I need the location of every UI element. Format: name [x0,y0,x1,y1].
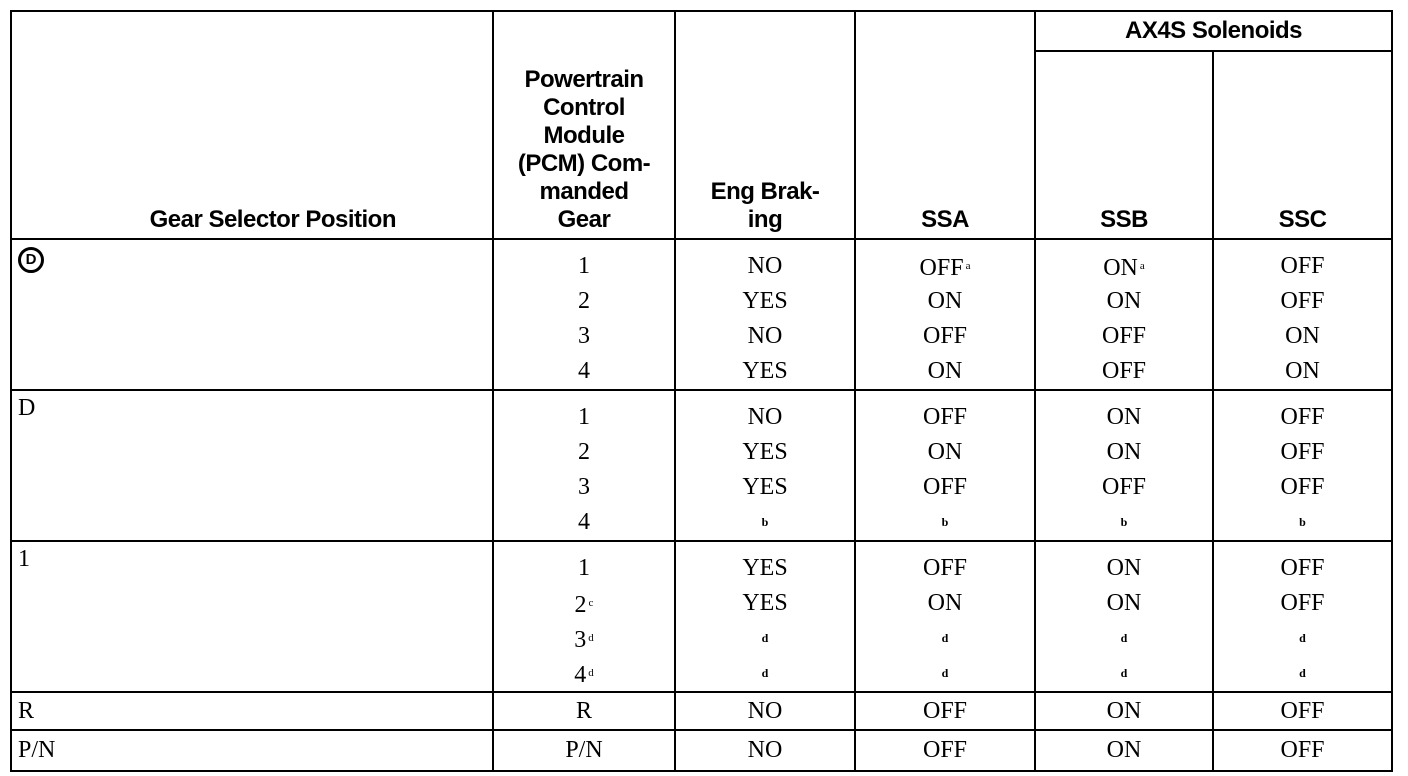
ssc-value [1214,656,1391,691]
pcm-gear-cell [493,541,675,692]
pcm-gear-cell [493,692,675,730]
ssc-text: OFF [1280,474,1325,500]
ssb-cell [1035,239,1213,390]
footnote-ref: d [1299,666,1306,680]
ssa-cell [855,730,1035,771]
footnote-marker: c [588,597,594,609]
ssa-cell [855,390,1035,541]
ssb-value [1036,694,1212,729]
ssc-value [1214,354,1391,389]
gear-selector-position-cell [11,541,493,692]
ssc-value [1214,621,1391,656]
ssa-text: OFF [922,474,968,500]
eng-braking-value [676,435,854,470]
eng-braking-text: YES [742,555,788,581]
ssc-text: OFF [1280,697,1325,724]
eng-braking-value [676,656,854,691]
header-ssa: SSA [855,11,1035,239]
ssb-value [1036,733,1212,768]
ssb-text: ON [1106,439,1142,465]
ssb-value [1036,400,1212,435]
eng-braking-value [676,284,854,319]
ssb-text: ON [1106,590,1142,616]
header-ssc: SSC [1213,51,1392,239]
eng-braking-cell [675,541,855,692]
footnote-ref: b [1120,515,1128,529]
pcm-gear-value [494,551,674,586]
header-eng-braking-line: ing [747,206,783,233]
footnote-ref: b [761,515,769,529]
pcm-gear-value [494,733,674,768]
ssc-cell [1213,390,1392,541]
ssa-cell [855,692,1035,730]
gear-selector-position-cell [11,730,493,771]
ssb-text: ON [1106,697,1142,724]
pcm-gear-text: R [575,697,592,724]
ssa-text: ON [927,590,963,616]
footnote-ref: b [1299,515,1306,529]
header-gear-selector-position: Gear Selector Position [11,11,493,239]
ssc-value [1214,249,1391,284]
eng-braking-value [676,319,854,354]
gear-selector-position-cell [11,692,493,730]
footnote-ref: d [761,666,769,680]
ssc-text: OFF [1280,590,1325,616]
pcm-gear-text: 2 [574,592,587,618]
gear-selector-position-cell [11,390,493,541]
eng-braking-value [676,249,854,284]
ssc-text: OFF [1280,555,1325,581]
ssa-value [856,435,1034,470]
pcm-gear-text: 1 [578,404,590,430]
header-ssb: SSB [1035,51,1213,239]
footnote-ref: d [1120,666,1128,680]
ssa-value [856,319,1034,354]
eng-braking-value [676,470,854,505]
ssb-text: ON [1106,404,1142,430]
pcm-gear-value [494,694,674,729]
header-pcm-line: Gear [557,206,611,233]
pcm-gear-text: 1 [578,555,590,581]
header-pcm-line: Module [543,122,625,149]
ssc-text: OFF [1280,737,1325,763]
ssa-value [856,694,1034,729]
pcm-gear-text: 3 [574,627,587,653]
gear-selector-position-label: 1 [18,546,30,572]
ssa-value [856,551,1034,586]
pcm-gear-text: P/N [565,737,603,763]
footnote-ref: d [1299,631,1306,645]
ssb-value [1036,249,1212,284]
ssb-text: ON [1106,555,1142,581]
ssb-value [1036,656,1212,691]
pcm-gear-value [494,400,674,435]
ssa-cell [855,541,1035,692]
ssb-value [1036,505,1212,540]
eng-braking-text: NO [747,697,783,724]
table-body [11,239,1392,771]
eng-braking-text: NO [747,253,783,279]
pcm-gear-value [494,621,674,656]
ssa-value [856,621,1034,656]
header-eng-braking [675,11,855,239]
pcm-gear-text: 2 [578,288,590,314]
ssc-value [1214,551,1391,586]
ssa-text: OFF [922,404,968,430]
gear-selector-position-label: P/N [18,737,56,763]
ssc-value [1214,694,1391,729]
pcm-gear-text: 3 [578,323,590,349]
pcm-gear-text: 4 [574,662,587,688]
ssa-value [856,249,1034,284]
ssa-value [856,354,1034,389]
eng-braking-cell [675,692,855,730]
eng-braking-value [676,694,854,729]
eng-braking-text: NO [747,737,783,763]
table-row [11,692,1392,730]
ssc-text: ON [1285,323,1320,349]
ssc-value [1214,284,1391,319]
ssb-cell [1035,730,1213,771]
eng-braking-cell [675,730,855,771]
eng-braking-text: NO [747,404,783,430]
eng-braking-value [676,354,854,389]
pcm-gear-cell [493,390,675,541]
table-row [11,239,1392,390]
ssa-value [856,733,1034,768]
ssb-value [1036,435,1212,470]
solenoid-table [10,10,1393,772]
eng-braking-text: NO [747,323,783,349]
eng-braking-value [676,400,854,435]
header-eng-braking-line: Eng Brak- [710,178,820,205]
ssb-text: OFF [1101,358,1147,384]
ssb-cell [1035,692,1213,730]
footnote-ref: d [941,631,949,645]
ssc-cell [1213,541,1392,692]
gear-selector-position-cell [11,239,493,390]
ssc-cell [1213,730,1392,771]
overdrive-circle-icon: D [18,247,44,273]
ssc-text: ON [1285,358,1320,384]
eng-braking-text: YES [742,358,788,384]
pcm-gear-text: 2 [578,439,590,465]
eng-braking-text: YES [742,439,788,465]
ssc-value [1214,400,1391,435]
footnote-ref: d [941,666,949,680]
ssc-value [1214,435,1391,470]
footnote-marker: a [965,260,971,272]
header-ax4s-solenoids: AX4S Solenoids [1035,11,1392,51]
ssc-value [1214,733,1391,768]
ssa-text: OFF [922,697,968,724]
eng-braking-text: YES [742,474,788,500]
ssa-text: OFF [922,323,968,349]
pcm-gear-value [494,470,674,505]
ssb-cell [1035,390,1213,541]
pcm-gear-value [494,354,674,389]
ssb-text: OFF [1101,323,1147,349]
ssa-text: OFF [922,555,968,581]
ssb-value [1036,621,1212,656]
pcm-gear-text: 4 [578,358,590,384]
ssc-text: OFF [1280,288,1325,314]
header-pcm-commanded-gear [493,11,675,239]
ssc-text: OFF [1280,439,1325,465]
ssa-cell [855,239,1035,390]
ssa-text: ON [927,358,963,384]
table-row [11,390,1392,541]
pcm-gear-value [494,586,674,621]
pcm-gear-value [494,435,674,470]
pcm-gear-value [494,505,674,540]
pcm-gear-text: 4 [578,509,590,535]
eng-braking-text: YES [742,590,788,616]
eng-braking-value [676,733,854,768]
ssa-value [856,656,1034,691]
eng-braking-value [676,551,854,586]
eng-braking-text: YES [742,288,788,314]
ssa-value [856,400,1034,435]
ssb-text: ON [1106,737,1142,763]
pcm-gear-value [494,249,674,284]
pcm-gear-value [494,656,674,691]
header-pcm-line: Powertrain [524,66,644,93]
ssc-cell [1213,239,1392,390]
ssa-text: ON [927,439,963,465]
footnote-ref: d [761,631,769,645]
pcm-gear-value [494,284,674,319]
ssb-text: ON [1106,288,1142,314]
ssa-value [856,586,1034,621]
ssb-text: ON [1103,255,1138,281]
ssc-value [1214,505,1391,540]
ssa-value [856,284,1034,319]
ssa-text: OFF [919,255,964,281]
footnote-marker: d [588,667,594,679]
ssc-value [1214,319,1391,354]
ssc-text: OFF [1280,253,1325,279]
eng-braking-value [676,621,854,656]
ssb-value [1036,551,1212,586]
ssa-text: ON [927,288,963,314]
footnote-ref: b [941,515,949,529]
ssb-value [1036,586,1212,621]
pcm-gear-cell [493,730,675,771]
eng-braking-cell [675,390,855,541]
ssb-value [1036,319,1212,354]
header-pcm-line: manded [539,178,629,205]
ssb-text: OFF [1101,474,1147,500]
footnote-marker: a [1139,260,1145,272]
header-pcm-line: (PCM) Com- [517,150,651,177]
ssc-value [1214,470,1391,505]
gear-selector-position-label: D [18,395,36,421]
pcm-gear-text: 3 [578,474,590,500]
ssc-text: OFF [1280,404,1325,430]
ssa-value [856,505,1034,540]
eng-braking-value [676,586,854,621]
ssb-cell [1035,541,1213,692]
footnote-marker: d [588,632,594,644]
gear-selector-position-label: R [18,697,35,724]
eng-braking-cell [675,239,855,390]
table-row [11,541,1392,692]
header-pcm-line: Control [543,94,625,121]
eng-braking-value [676,505,854,540]
ssc-value [1214,586,1391,621]
pcm-gear-text: 1 [578,253,590,279]
pcm-gear-value [494,319,674,354]
footnote-ref: d [1120,631,1128,645]
ssb-value [1036,354,1212,389]
ssb-value [1036,284,1212,319]
ssa-value [856,470,1034,505]
table-row [11,730,1392,771]
ssc-cell [1213,692,1392,730]
ssa-text: OFF [922,737,968,763]
pcm-gear-cell [493,239,675,390]
ssb-value [1036,470,1212,505]
